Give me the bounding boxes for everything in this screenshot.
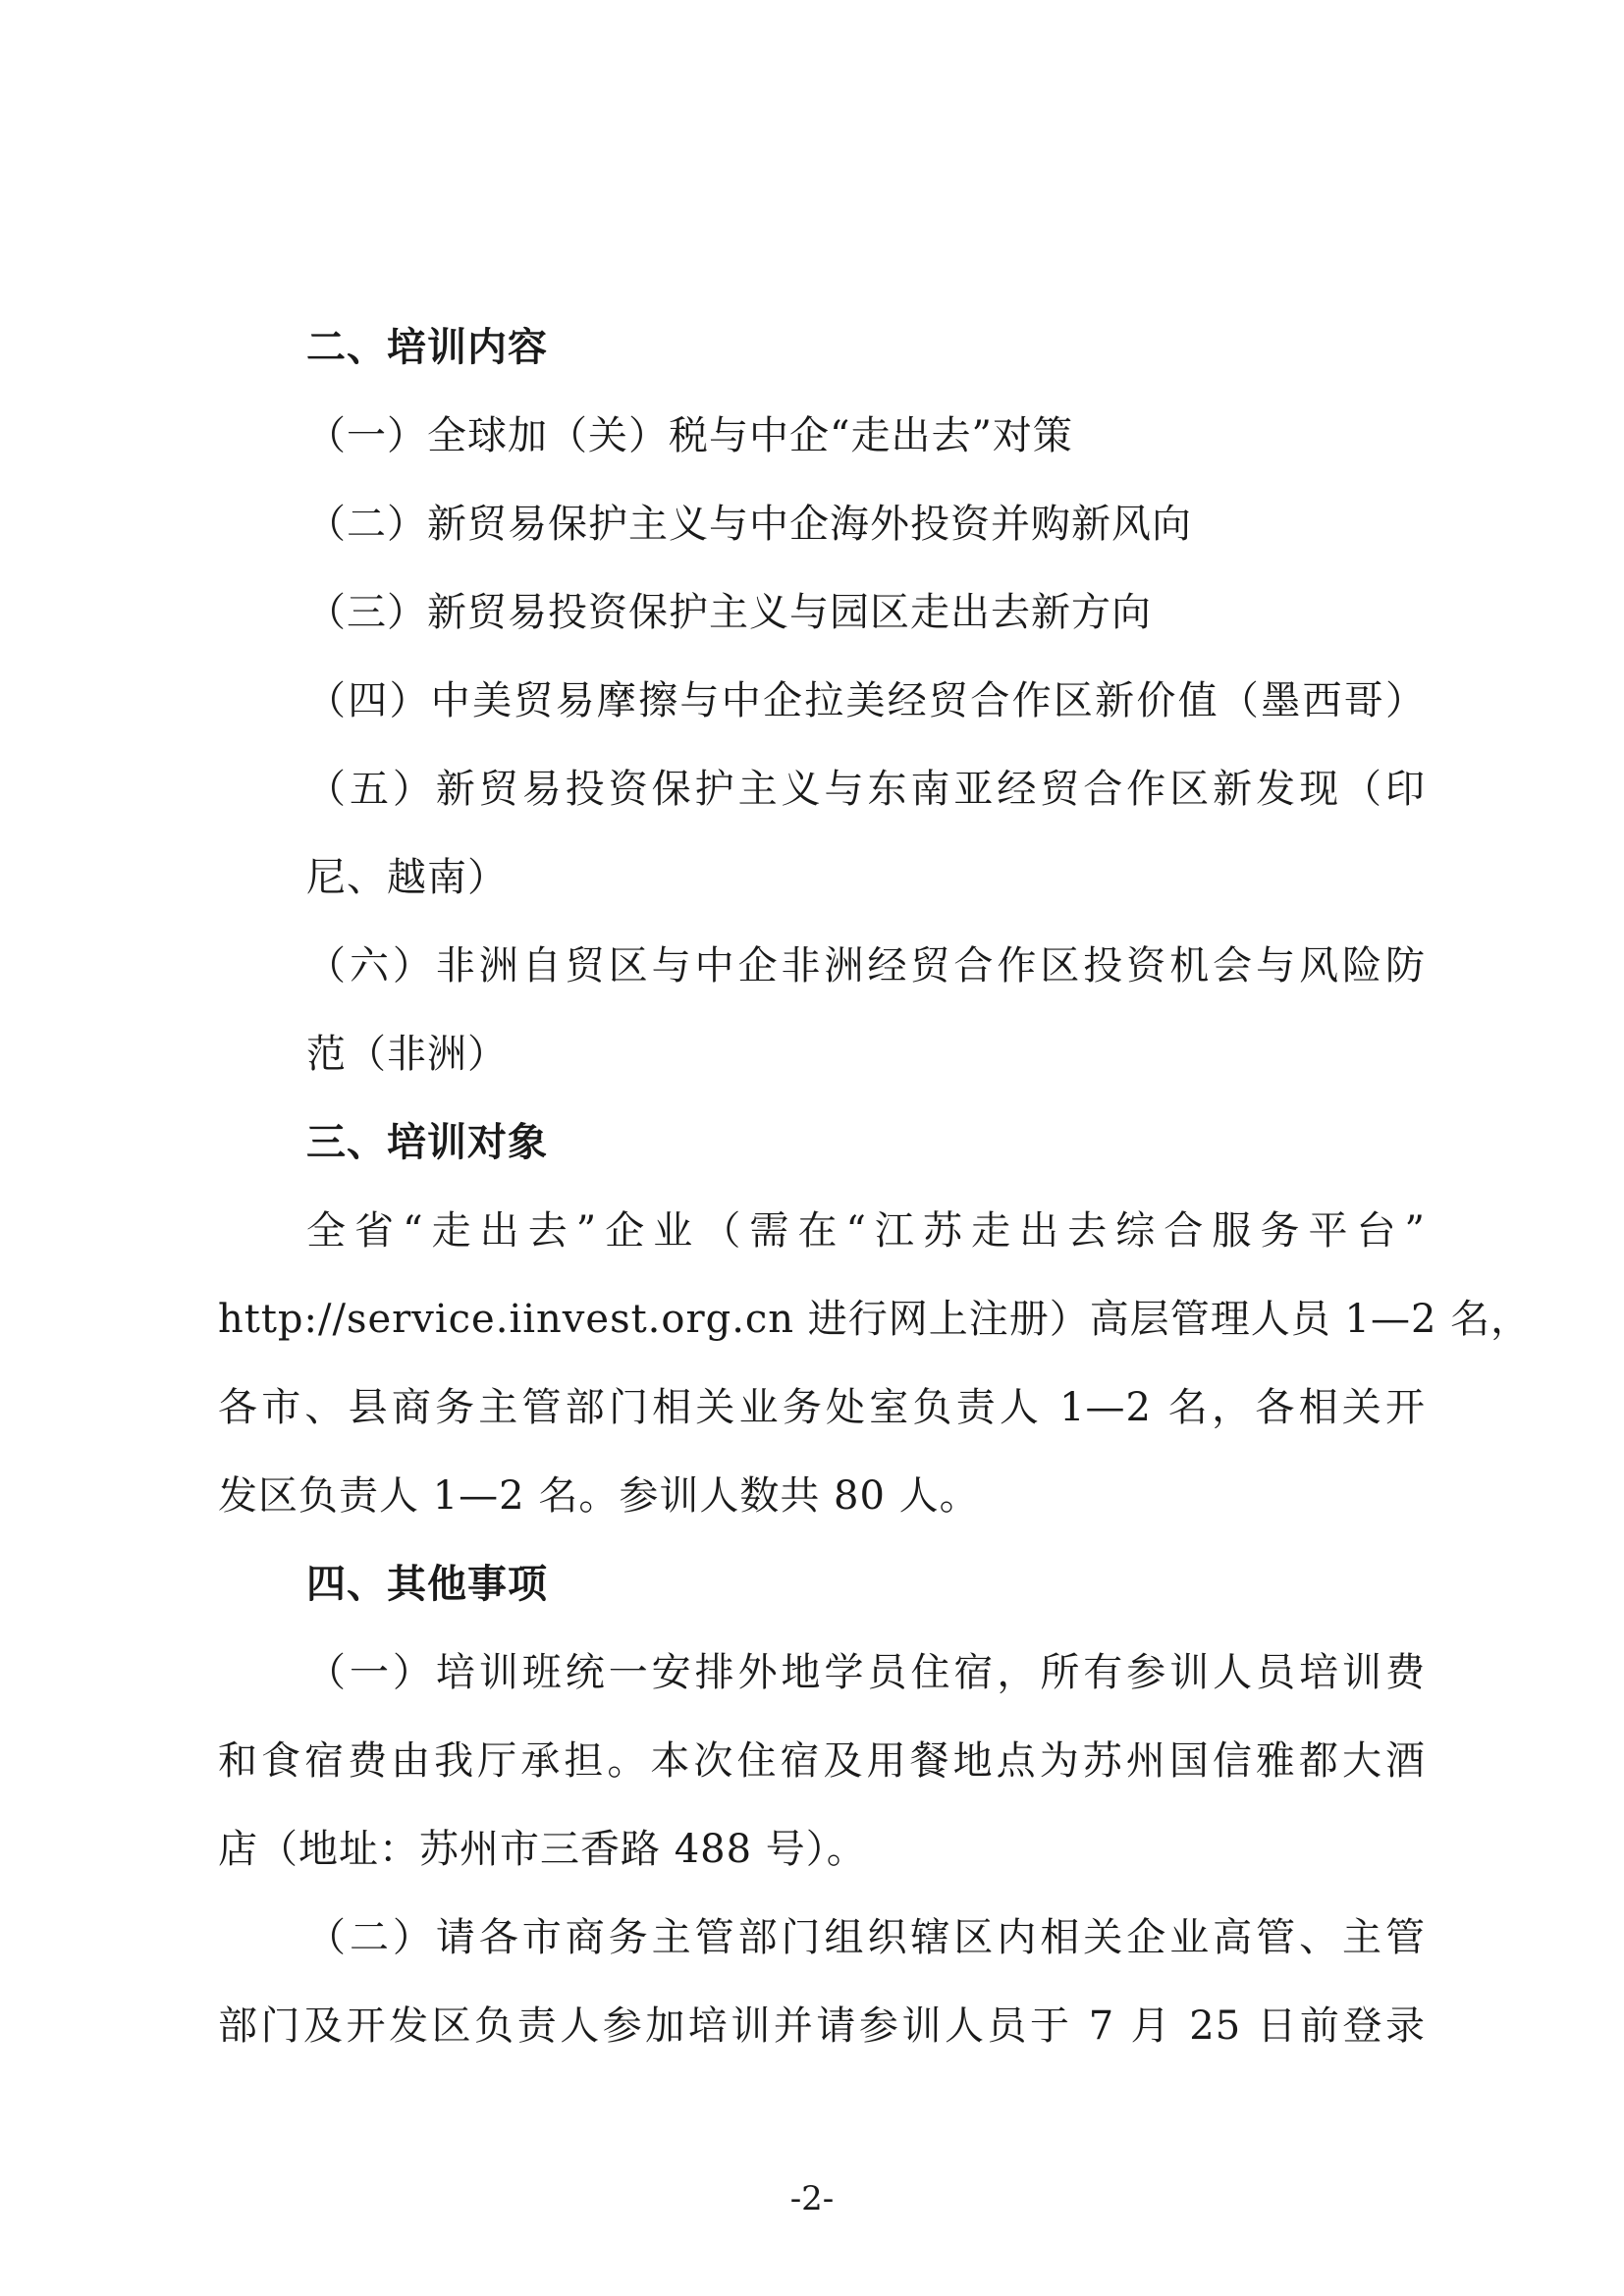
section-4-p2-line-2: 部门及开发区负责人参加培训并请参训人员于 7 月 25 日前登录 — [218, 2003, 1426, 2049]
page-number: -2- — [789, 2179, 835, 2218]
section-3-para-line-4: 发区负责人 1—2 名。参训人数共 80 人。 — [218, 1473, 980, 1519]
section-3-para-line-2: http://service.iinvest.org.cn 进行网上注册）高层管理人员 1—2 名， — [218, 1297, 1532, 1342]
section-4-p1-line-3: 店（地址：苏州市三香路 488 号）。 — [218, 1827, 867, 1872]
section-4-p2-line-1: （二）请各市商务主管部门组织辖区内相关企业高管、主管 — [306, 1915, 1426, 1960]
section-3-heading: 三、培训对象 — [306, 1120, 548, 1165]
section-2-item-5-line-1: （五）新贸易投资保护主义与东南亚经贸合作区新发现（印 — [306, 767, 1426, 812]
section-4-p1-line-1: （一）培训班统一安排外地学员住宿，所有参训人员培训费 — [306, 1650, 1426, 1695]
section-2-item-3: （三）新贸易投资保护主义与园区走出去新方向 — [306, 590, 1152, 635]
section-2-item-6-line-2: 范（非洲） — [306, 1032, 508, 1077]
section-2-heading: 二、培训内容 — [306, 325, 548, 370]
section-3-para-line-3: 各市、县商务主管部门相关业务处室负责人 1—2 名，各相关开 — [218, 1385, 1426, 1430]
section-4-p1-line-2: 和食宿费由我厅承担。本次住宿及用餐地点为苏州国信雅都大酒 — [218, 1738, 1426, 1784]
section-3-para-line-1: 全省“走出去”企业（需在“江苏走出去综合服务平台” — [306, 1208, 1426, 1254]
section-2-item-4: （四）中美贸易摩擦与中企拉美经贸合作区新价值（墨西哥） — [306, 678, 1426, 723]
section-2-item-1: （一）全球加（关）税与中企“走出去”对策 — [306, 413, 1073, 458]
section-4-heading: 四、其他事项 — [306, 1562, 548, 1607]
section-2-item-5-line-2: 尼、越南） — [306, 855, 508, 900]
section-2-item-2: （二）新贸易保护主义与中企海外投资并购新风向 — [306, 502, 1192, 547]
section-2-item-6-line-1: （六）非洲自贸区与中企非洲经贸合作区投资机会与风险防 — [306, 943, 1426, 988]
